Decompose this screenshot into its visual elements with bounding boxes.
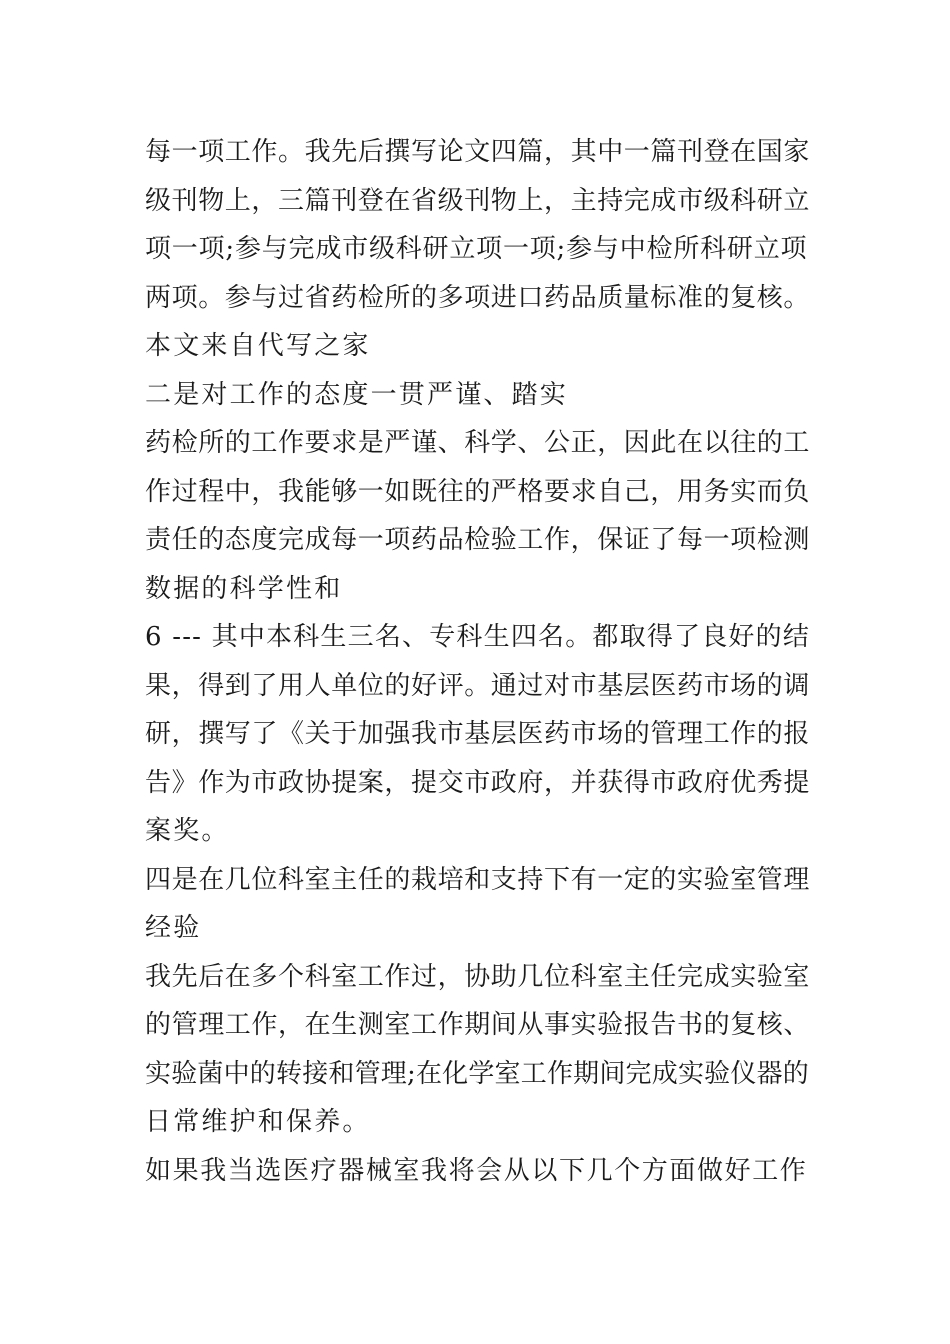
text-line: 作过程中，我能够一如既往的严格要求自己，用务实而负	[145, 476, 811, 507]
text-line: 如果我当选医疗器械室我将会从以下几个方面做好工作	[145, 1155, 808, 1186]
text-line: 案奖。	[145, 816, 230, 846]
text-line: 实验菌中的转接和管理;在化学室工作期间完成实验仪器的	[145, 1058, 809, 1089]
text-line: 研，撰写了《关于加强我市基层医药市场的管理工作的报	[145, 719, 811, 749]
text-line: 我先后在多个科室工作过，协助几位科室主任完成实验室	[145, 961, 811, 992]
section-heading: 经验	[145, 913, 202, 943]
text-line: 的管理工作，在生测室工作期间从事实验报告书的复核、	[145, 1010, 811, 1040]
text-line: 本文来自代写之家	[145, 331, 371, 361]
text-line: 药检所的工作要求是严谨、科学、公正，因此在以往的工	[145, 428, 811, 458]
text-line: 6 --- 其中本科生三名、专科生四名。都取得了良好的结	[145, 622, 811, 652]
text-block	[145, 128, 810, 1195]
text-line: 每一项工作。我先后撰写论文四篇，其中一篇刊登在国家	[145, 137, 811, 167]
section-heading: 四是在几位科室主任的栽培和支持下有一定的实验室管理	[145, 864, 811, 895]
text-line: 级刊物上，三篇刊登在省级刊物上，主持完成市级科研立	[145, 185, 811, 216]
text-line: 日常维护和保养。	[145, 1107, 371, 1137]
text-line: 项一项;参与完成市级科研立项一项;参与中检所科研立项	[145, 234, 808, 264]
text-line: 两项。参与过省药检所的多项进口药品质量标准的复核。	[145, 282, 811, 313]
document-body	[145, 128, 810, 1195]
text-line: 责任的态度完成每一项药品检验工作，保证了每一项检测	[145, 525, 811, 555]
text-line: 数据的科学性和	[145, 573, 343, 604]
section-heading: 二是对工作的态度一贯严谨、踏实	[145, 379, 569, 410]
text-line: 告》作为市政协提案，提交市政府，并获得市政府优秀提	[145, 767, 811, 798]
text-line: 果，得到了用人单位的好评。通过对市基层医药市场的调	[145, 670, 811, 701]
